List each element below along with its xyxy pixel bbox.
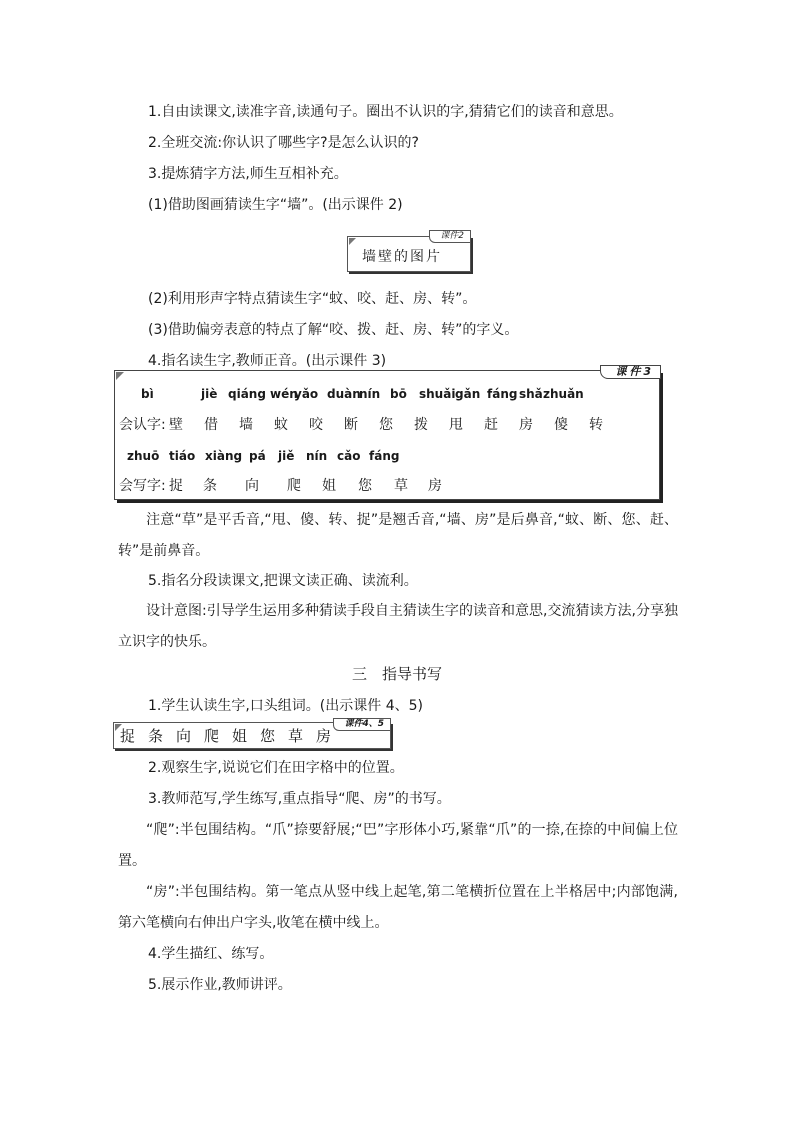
step-5: 5.指名分段读课文,把课文读正确、读流利。 (148, 573, 418, 589)
pinyin-cao: cǎo (337, 449, 361, 463)
cw45-char-8: 房 (316, 727, 332, 745)
courseware-3-box (114, 365, 660, 500)
step-3-1: (1)借助图画猜读生字“墙”。(出示课件 2) (148, 197, 403, 213)
write-char-pa: 爬 (287, 478, 301, 494)
pinyin-wen: wén (270, 387, 298, 401)
char-yao: 咬 (309, 417, 323, 433)
corner-mark-icon (116, 372, 124, 380)
char-bi: 壁 (169, 417, 183, 433)
char-qiang: 墙 (239, 417, 253, 433)
step-3-3: (3)借助偏旁表意的特点了解“咬、拨、赶、房、转”的字义。 (148, 322, 519, 338)
write-label: 会写字: (119, 478, 166, 494)
write-char-cao: 草 (394, 478, 408, 494)
write-step-1: 1.学生认读生字,口头组词。(出示课件 4、5) (148, 698, 423, 714)
pinyin-bo: bō (390, 387, 407, 401)
write-step-2: 2.观察生字,说说它们在田字格中的位置。 (148, 760, 404, 776)
pinyin-sha: shǎ (519, 387, 543, 401)
cw45-char-3: 向 (176, 727, 192, 745)
pinyin-yao: yǎo (294, 387, 319, 401)
pinyin-bi: bì (141, 387, 154, 401)
note-paragraph (118, 505, 678, 567)
char-bo: 拨 (414, 417, 428, 433)
pinyin-duan: duàn (327, 387, 361, 401)
cw45-char-2: 条 (148, 727, 164, 745)
pinyin-fang: fáng (487, 387, 518, 401)
pinyin-xiang: xiàng (205, 449, 243, 463)
pa-note-paragraph (118, 815, 678, 877)
char-zhuan: 转 (589, 417, 603, 433)
note-text: 注意“草”是平舌音,“甩、傻、转、捉”是翘舌音,“墙、房”是后鼻音,“蚊、断、您、赶、转”是前鼻音。 (118, 512, 678, 559)
cw45-char-5: 姐 (232, 727, 248, 745)
pa-note-text: “爬”:半包围结构。“爪”捺要舒展;“巴”字形体小巧,紧靠“爪”的一捺,在捺的中间偏上位置。 (118, 822, 678, 869)
write-char-jie: 姐 (322, 478, 336, 494)
step-2: 2.全班交流:你认识了哪些字?是怎么认识的? (148, 135, 419, 151)
step-1: 1.自由读课文,读准字音,读通句子。圈出不认识的字,猜猜它们的读音和意思。 (148, 104, 623, 120)
char-fang: 房 (519, 417, 533, 433)
pinyin-zhuo: zhuō (127, 449, 160, 463)
courseware-2-tag: 课件2 (429, 230, 471, 243)
char-wen: 蚊 (274, 417, 288, 433)
write-char-tiao: 条 (203, 478, 217, 494)
courseware-45-box (113, 719, 391, 749)
courseware-3-tag: 课件3 (600, 365, 661, 379)
cw45-char-4: 爬 (204, 727, 220, 745)
final-step-4: 4.学生描红、练写。 (148, 946, 274, 962)
pinyin-qiang: qiáng (228, 387, 266, 401)
char-sha: 傻 (554, 417, 568, 433)
char-shuai: 甩 (449, 417, 463, 433)
recognize-label: 会认字: (119, 417, 166, 433)
pinyin-shuai: shuǎi (419, 387, 456, 401)
char-gan: 赶 (484, 417, 498, 433)
corner-mark-icon (349, 238, 356, 245)
courseware-45-tag: 课件4、5 (333, 718, 391, 731)
write-step-3: 3.教师范写,学生练写,重点指导“爬、房”的书写。 (148, 791, 451, 807)
cw45-char-1: 捉 (120, 727, 136, 745)
pinyin-tiao: tiáo (169, 449, 196, 463)
pinyin-nin: nín (359, 387, 381, 401)
pinyin-fang2: fáng (369, 449, 400, 463)
pinyin-gan: gǎn (455, 387, 481, 401)
pinyin-nin2: nín (306, 449, 328, 463)
fang-note-text: “房”:半包围结构。第一笔点从竖中线上起笔,第二笔横折位置在上半格居中;内部饱满,第六笔横向右伸出户字头,收笔在横中线上。 (118, 884, 678, 931)
char-jie: 借 (204, 417, 218, 433)
section-title: 三 指导书写 (351, 665, 442, 683)
final-step-5: 5.展示作业,教师讲评。 (148, 977, 292, 993)
step-4: 4.指名读生字,教师正音。(出示课件 3) (148, 353, 387, 369)
cw45-char-6: 您 (260, 727, 276, 745)
write-char-zhuo: 捉 (169, 478, 183, 494)
courseware-2-text: 墙壁的图片 (362, 249, 442, 265)
pinyin-jie: jiè (201, 387, 218, 401)
char-duan: 断 (344, 417, 358, 433)
cw45-char-7: 草 (288, 727, 304, 745)
char-nin: 您 (379, 417, 393, 433)
step-3-2: (2)利用形声字特点猜读生字“蚊、咬、赶、房、转”。 (148, 291, 477, 307)
write-char-nin: 您 (358, 478, 372, 494)
step-3: 3.提炼猜字方法,师生互相补充。 (148, 166, 348, 182)
pinyin-zhuan: zhuǎn (543, 387, 584, 401)
fang-note-paragraph (118, 877, 678, 939)
pinyin-pa: pá (249, 449, 266, 463)
design-paragraph (118, 596, 678, 658)
courseware-2-box (347, 231, 471, 272)
write-char-fang: 房 (428, 478, 442, 494)
pinyin-jie2: jiě (278, 449, 295, 463)
design-text: 设计意图:引导学生运用多种猜读手段自主猜读生字的读音和意思,交流猜读方法,分享独立识字的快乐。 (118, 603, 678, 650)
write-char-xiang: 向 (245, 478, 259, 494)
